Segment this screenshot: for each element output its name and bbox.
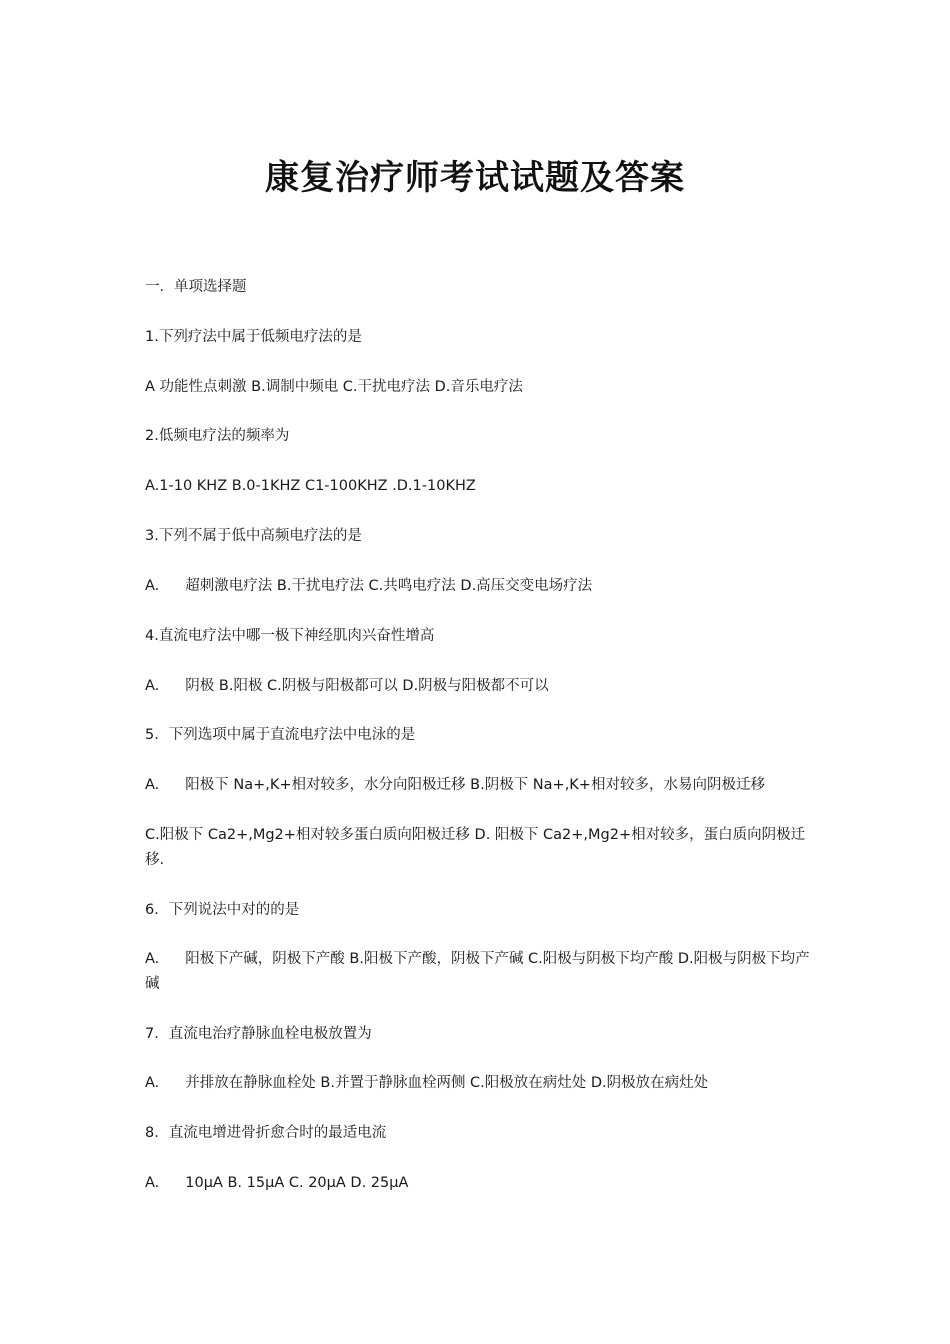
option-prefix: A. <box>145 578 160 594</box>
section-heading: 一．单项选择题 <box>145 279 247 295</box>
question-options-row <box>145 773 810 798</box>
option-prefix: A. <box>145 678 160 694</box>
question-stem: 4.直流电疗法中哪一极下神经肌肉兴奋性增高 <box>145 628 435 644</box>
option-prefix: A. <box>145 777 160 793</box>
option-prefix: A. <box>145 1175 160 1191</box>
question-options: A 功能性点刺激 B.调制中频电 C.干扰电疗法 D.音乐电疗法 <box>145 379 523 395</box>
question-options-row <box>145 947 810 997</box>
question-options-row <box>145 1071 810 1096</box>
question-stem: 6．下列说法中对的的是 <box>145 902 300 918</box>
question-stem: 7．直流电治疗静脉血栓电极放置为 <box>145 1026 372 1042</box>
option-prefix: A. <box>145 1075 160 1091</box>
question-options: 并排放在静脉血栓处 B.并置于静脉血栓两侧 C.阳极放在病灶处 D.阴极放在病灶处 <box>185 1075 709 1091</box>
question-stem: 8．直流电增进骨折愈合时的最适电流 <box>145 1125 387 1141</box>
question-options-row <box>145 574 810 599</box>
question-stem: 2.低频电疗法的频率为 <box>145 428 290 444</box>
option-prefix: A. <box>145 951 160 967</box>
question-options-row <box>145 674 810 699</box>
question-stem: 3.下列不属于低中高频电疗法的是 <box>145 528 362 544</box>
question-options-continued: C.阳极下 Ca2+,Mg2+相对较多蛋白质向阳极迁移 D. 阳极下 Ca2+,Mg2+相对较多，蛋白质向阴极迁移. <box>145 827 806 868</box>
question-options: 超刺激电疗法 B.干扰电疗法 C.共鸣电疗法 D.高压交变电场疗法 <box>185 578 593 594</box>
document-title: 康复治疗师考试试题及答案 <box>265 158 685 198</box>
question-options: 阳极下产碱，阴极下产酸 B.阳极下产酸，阴极下产碱 C.阳极与阴极下均产酸 D.阳极与阴极下均产碱 <box>145 951 810 992</box>
question-options-row <box>145 1171 810 1196</box>
question-options: 阴极 B.阳极 C.阴极与阳极都可以 D.阴极与阳极都不可以 <box>185 678 549 694</box>
question-stem: 5．下列选项中属于直流电疗法中电泳的是 <box>145 727 416 743</box>
question-options: 阳极下 Na+,K+相对较多，水分向阳极迁移 B.阴极下 Na+,K+相对较多，水易向阴极迁移 <box>185 777 765 793</box>
question-options: A.1-10 KHZ B.0-1KHZ C1-100KHZ .D.1-10KHZ <box>145 478 476 494</box>
question-stem: 1.下列疗法中属于低频电疗法的是 <box>145 329 362 345</box>
question-options: 10μA B. 15μA C. 20μA D. 25μA <box>185 1175 409 1191</box>
